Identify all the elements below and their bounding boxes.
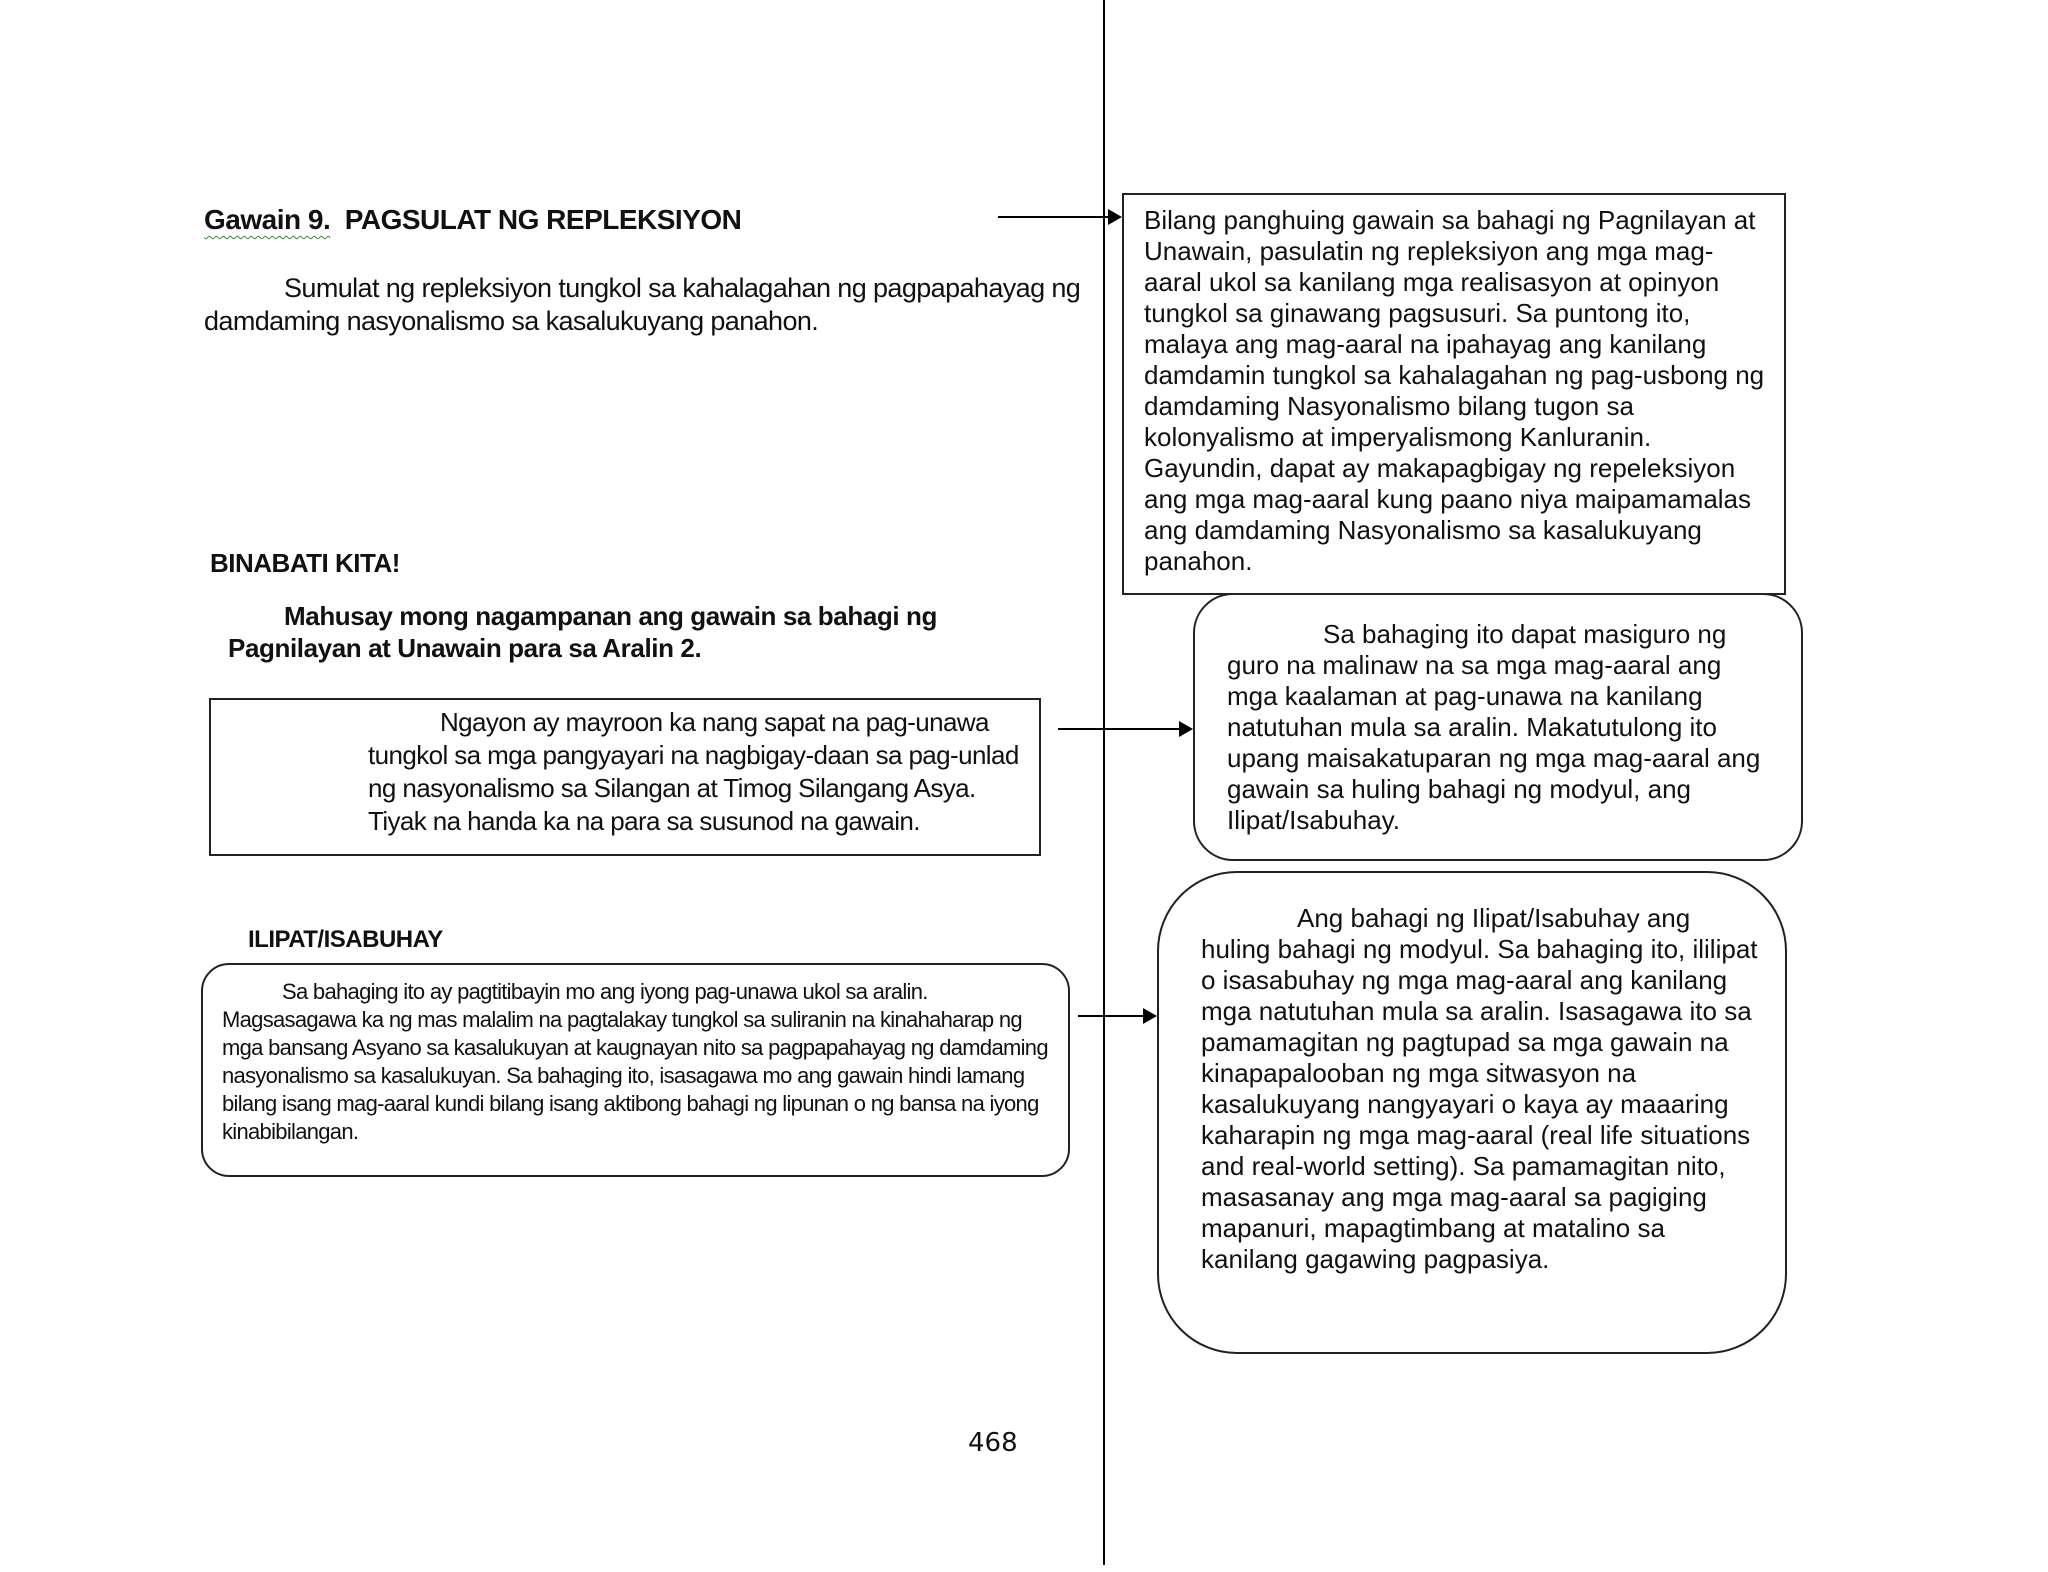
center-divider-line [1103, 0, 1105, 1565]
teacher-note-understanding [1193, 593, 1803, 861]
teacher-note-ilipat [1157, 871, 1787, 1354]
teacher-note-ilipat-text: Ang bahagi ng Ilipat/Isabuhay ang huling bahagi ng modyul. Sa bahaging ito, ililipat o isasabuhay ng mga mag-aaral ang kanilang mga natutuhan mula sa aralin. Isasagawa ito sa pamamagitan ng pagtupad sa mga gawain na kinapapalooban ng mga sitwasyon na kasalukuyang nangyayari o kaya ay maaaring kaharapin ng mga mag-aaral (real life situations and real-world setting). Sa pamamagitan nito, masasanay ang mga mag-aaral sa pagiging mapanuri, mapagtimbang at matalino sa kanilang gagawing pagpasiya. [1201, 903, 1758, 1274]
activity-title [204, 204, 741, 236]
congrats-heading: BINABATI KITA! [210, 548, 400, 578]
arrow-right-icon [998, 216, 1120, 218]
teacher-note-reflection [1122, 193, 1786, 595]
ilipat-heading: ILIPAT/ISABUHAY [248, 926, 443, 953]
summary-box-text: Ngayon ay mayroon ka nang sapat na pag-unawa tungkol sa mga pangyayari na nagbigay-daan sa pag-unlad ng nasyonalismo sa Silangan at Timog Silangang Asya. Tiyak na handa ka na para sa susunod na gawain. [368, 707, 1019, 836]
ilipat-box-text: Sa bahaging ito ay pagtitibayin mo ang iyong pag-unawa ukol sa aralin. Magsasagawa ka ng mas malalim na pagtalakay tungkol sa suliranin na kinahaharap ng mga bansang Asyano sa kasalukuyan at kaugnayan nito sa pagpapahayag ng damdaming nasyonalismo sa kasalukuyan. Sa bahaging ito, isasagawa mo ang gawain hindi lamang bilang isang mag-aaral kundi bilang isang aktibong bahagi ng lipunan o ng bansa na iyong kinabibilangan. [222, 979, 1048, 1144]
activity-number: Gawain 9. [204, 204, 331, 235]
teacher-note-understanding-text: Sa bahaging ito dapat masiguro ng guro na malinaw na sa mga mag-aaral ang mga kaalaman at pag-unawa na kanilang natutuhan mula sa aralin. Makatutulong ito upang maisakatuparan ng mga mag-aaral ang gawain sa huling bahagi ng modyul, ang Ilipat/Isabuhay. [1227, 619, 1761, 835]
arrow-right-icon [1078, 1015, 1155, 1017]
teacher-note-reflection-text: Bilang panghuing gawain sa bahagi ng Pagnilayan at Unawain, pasulatin ng repleksiyon ang mga mag-aaral ukol sa kanilang mga realisasyon at opinyon tungkol sa ginawang pagsusuri. Sa puntong ito, malaya ang mag-aaral na ipahayag ang kanilang damdamin tungkol sa kahalagahan ng pag-usbong ng damdaming Nasyonalismo bilang tugon sa kolonyalismo at imperyalismong Kanluranin. Gayundin, dapat ay makapagbigay ng repeleksiyon ang mga mag-aaral kung paano niya maipamamalas ang damdaming Nasyonalismo sa kasalukuyang panahon. [1144, 205, 1765, 576]
reflection-instruction: Sumulat ng repleksiyon tungkol sa kahalagahan ng pagpapahayag ng damdaming nasyonalismo sa kasalukuyang panahon. [204, 273, 1081, 336]
praise-paragraph: Mahusay mong nagampanan ang gawain sa bahagi ng Pagnilayan at Unawain para sa Aralin 2. [228, 601, 937, 663]
activity-title-text: PAGSULAT NG REPLEKSIYON [344, 204, 742, 235]
arrow-right-icon [1058, 728, 1191, 730]
page-number: 468 [968, 1428, 1018, 1458]
